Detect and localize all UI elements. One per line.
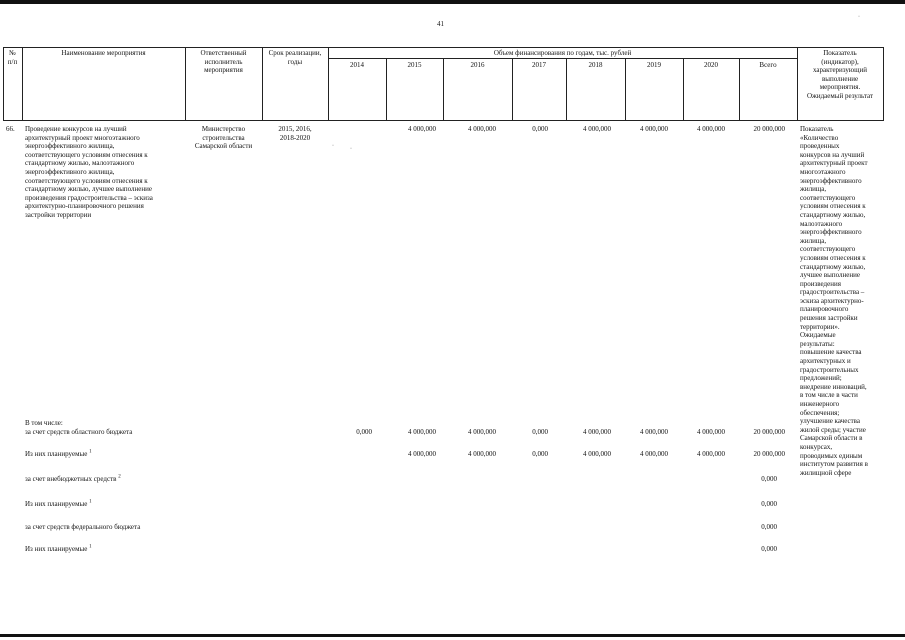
header-period: Срок реализации, годы bbox=[268, 49, 322, 66]
row-value-2019: 4 000,000 bbox=[640, 125, 668, 133]
scan-speck: · bbox=[332, 143, 334, 149]
subrow-value: 0,000 bbox=[532, 450, 548, 458]
subrow-value: 4 000,000 bbox=[408, 428, 436, 436]
header-name: Наименование мероприятия bbox=[61, 49, 146, 57]
subrow-value: 0,000 bbox=[356, 428, 372, 436]
subrow-value: 4 000,000 bbox=[583, 428, 611, 436]
subrow-value: 4 000,000 bbox=[640, 428, 668, 436]
row-value-2015: 4 000,000 bbox=[408, 125, 436, 133]
subrow-value: 4 000,000 bbox=[640, 450, 668, 458]
header-total: Всего bbox=[759, 61, 777, 69]
row-name: Проведение конкурсов на лучший архитектурный проект многоэтажного энергоэффективного жилища, соответствующего условиям отнесения к стандартному жилью, малоэтажного энергоэффективного жилища, соответствующего условиям отнесения к стандартному жилью, лучшее выполнение произведения градостроительства – эскиза архитектурно-планировочного решения застройки территории bbox=[25, 125, 153, 219]
header-year-2018: 2018 bbox=[588, 61, 603, 69]
header-indicator: Показатель (индикатор), характеризующий выполнение мероприятия. Ожидаемый результат bbox=[806, 49, 874, 100]
header-year-2015: 2015 bbox=[407, 61, 422, 69]
scan-speck: · bbox=[858, 14, 860, 20]
row-indicator: Показатель «Количество проведенных конкурсов на лучший архитектурный проект многоэтажного энергоэффективного жилища, соответствующего условиям отнесения к стандартному жилью, малоэтажного энергоэффективного жилища, соответствующего условиям отнесения к стандартному жилью, лучшее выполнение произведения градостроительства – эскиза архитектурно- планировочного решения застройки территории». Ожидаемые результаты: повышение качества архитектурных и градостроительных предложений; внедрение инноваций, в том числе в части инженерного обеспечения; улучшение качества жилой среды; участие Самарской области в конкурсах, проводимых единым институтом развития в жилищной сфере bbox=[800, 125, 868, 477]
header-year-2019: 2019 bbox=[647, 61, 661, 69]
subrow-label: Из них планируемые $^1$ bbox=[25, 449, 92, 458]
subrow-value: 0,000 bbox=[761, 475, 777, 483]
including-label: В том числе: bbox=[25, 419, 63, 427]
subrow-value: 0,000 bbox=[761, 523, 777, 531]
subrow-label: за счет внебюджетных средств $^2$ bbox=[25, 474, 121, 483]
header-financing: Объем финансирования по годам, тыс. рублей bbox=[493, 49, 632, 57]
scan-speck: · bbox=[350, 146, 352, 152]
row-period: 2015, 2016, 2018-2020 bbox=[278, 125, 312, 142]
row-value-total: 20 000,000 bbox=[753, 125, 785, 133]
row-responsible: Министерство строительства Самарской области bbox=[194, 125, 253, 151]
page-number: 41 bbox=[437, 20, 444, 28]
header-num: № п/п bbox=[7, 49, 18, 66]
subrow-label: Из них планируемые $^1$ bbox=[25, 544, 92, 553]
row-number: 66. bbox=[6, 125, 15, 133]
row-value-2017: 0,000 bbox=[532, 125, 548, 133]
subrow-value: 4 000,000 bbox=[697, 450, 725, 458]
row-value-2018: 4 000,000 bbox=[583, 125, 611, 133]
header-responsible: Ответственный исполнитель мероприятия bbox=[200, 49, 247, 75]
subrow-value: 4 000,000 bbox=[697, 428, 725, 436]
subrow-value: 0,000 bbox=[532, 428, 548, 436]
subrow-value: 20 000,000 bbox=[753, 450, 785, 458]
subrow-value: 20 000,000 bbox=[753, 428, 785, 436]
scan-bottom-border bbox=[0, 634, 905, 637]
subrow-label: Из них планируемые $^1$ bbox=[25, 499, 92, 508]
subrow-label: за счет средств областного бюджета bbox=[25, 428, 133, 436]
subrow-value: 4 000,000 bbox=[468, 450, 496, 458]
subrow-value: 0,000 bbox=[761, 500, 777, 508]
header-year-2014: 2014 bbox=[350, 61, 364, 69]
row-value-2016: 4 000,000 bbox=[468, 125, 496, 133]
subrow-value: 4 000,000 bbox=[583, 450, 611, 458]
scan-top-border bbox=[0, 0, 905, 4]
header-year-2020: 2020 bbox=[704, 61, 718, 69]
row-value-2020: 4 000,000 bbox=[697, 125, 725, 133]
subrow-value: 4 000,000 bbox=[468, 428, 496, 436]
subrow-value: 4 000,000 bbox=[408, 450, 436, 458]
subrow-value: 0,000 bbox=[761, 545, 777, 553]
subrow-label: за счет средств федерального бюджета bbox=[25, 523, 141, 531]
header-year-2017: 2017 bbox=[532, 61, 546, 69]
header-year-2016: 2016 bbox=[470, 61, 485, 69]
